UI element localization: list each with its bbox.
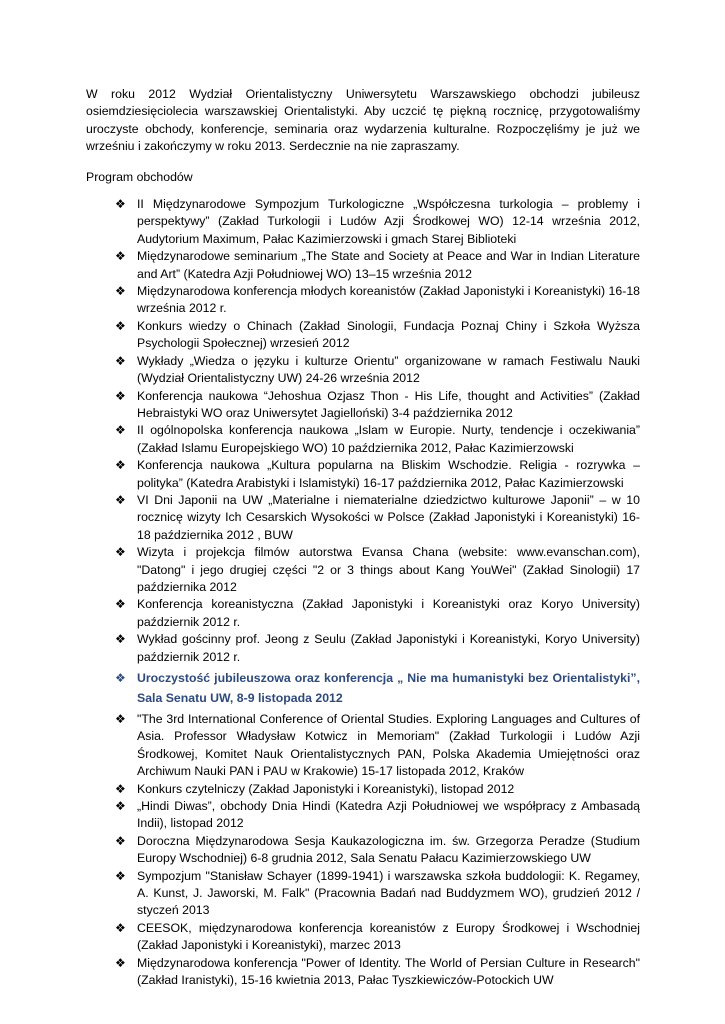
- program-item-text: CEESOK, międzynarodowa konferencja koreanistów z Europy Środkowej i Wschodniej (Zakład Japonistyki i Koreanistyki), marzec 2013: [137, 920, 640, 953]
- diamond-bullet-icon: ❖: [115, 388, 126, 403]
- diamond-bullet-icon: ❖: [115, 545, 126, 560]
- program-item: [86, 596, 640, 631]
- program-item-text: Konkurs wiedzy o Chinach (Zakład Sinologii, Fundacja Poznaj Chiny i Szkoła Wyższa Psychologii Społecznej) wrzesień 2012: [137, 318, 640, 351]
- diamond-bullet-icon: ❖: [115, 955, 126, 970]
- program-item-text: VI Dni Japonii na UW „Materialne i niematerialne dziedzictwo kulturowe Japonii” – w 10 rocznicę wizyty Ich Cesarskich Wysokości w Polsce (Zakład Japonistyki i Koreanistyki) 16-18 października 2012 , BUW: [137, 492, 640, 542]
- program-item: [86, 711, 640, 781]
- program-heading: Program obchodów: [86, 169, 193, 184]
- program-item: [86, 868, 640, 920]
- program-item: [86, 318, 640, 353]
- program-item-text: „Hindi Diwas”, obchody Dnia Hindi (Katedra Azji Południowej we współpracy z Ambasadą Indii), listopad 2012: [137, 799, 640, 831]
- program-item: [86, 955, 640, 990]
- diamond-bullet-icon: ❖: [115, 833, 126, 848]
- program-item: [86, 196, 640, 248]
- diamond-bullet-icon: ❖: [115, 197, 126, 212]
- program-item-text: II Międzynarodowe Sympozjum Turkologiczne „Współczesna turkologia – problemy i perspektywy” (Zakład Turkologii i Ludów Azji Środkowej WO) 12-14 września 2012, Audytorium Maximum, Pałac Kazimierzowski i gmach Starej Biblioteki: [137, 197, 640, 246]
- program-item-text: Wykłady „Wiedza o języku i kulturze Orientu” organizowane w ramach Festiwalu Nauki (Wydział Orientalistyczny UW) 24-26 września 2012: [137, 353, 640, 386]
- program-item-text: Konkurs czytelniczy (Zakład Japonistyki i Koreanistyki), listopad 2012: [137, 781, 515, 796]
- program-item: [86, 631, 640, 666]
- diamond-bullet-icon: ❖: [115, 423, 126, 438]
- diamond-bullet-icon: ❖: [115, 868, 126, 883]
- program-item: [86, 422, 640, 457]
- program-item-text: II ogólnopolska konferencja naukowa „Islam w Europie. Nurty, tendencje i oczekiwania” (Zakład Islamu Europejskiego WO) 10 października 2012, Pałac Kazimierzowski: [137, 423, 640, 455]
- program-item: [86, 248, 640, 283]
- program-item-text: Konferencja naukowa “Jehoshua Ozjasz Thon - His Life, thought and Activities” (Zakład Hebraistyki WO oraz Uniwersytet Jagielloński) 3-4 października 2012: [137, 388, 640, 420]
- program-item-text: Wizyta i projekcja filmów autorstwa Evansa Chana (website: www.evanschan.com), "Datong" i jego drugiej części "2 or 3 things about Kang YouWei" (Zakład Sinologii) 17 października 2012: [137, 545, 640, 594]
- diamond-bullet-icon: ❖: [115, 781, 126, 796]
- diamond-bullet-icon: ❖: [115, 671, 126, 685]
- diamond-bullet-icon: ❖: [115, 458, 126, 473]
- program-list: [86, 196, 640, 989]
- program-item-text: Sympozjum "Stanisław Schayer (1899-1941) i warszawska szkoła buddologii: K. Regamey, A. Kunst, J. Jaworski, M. Falk" (Pracownia Badań nad Buddyzmem WO), grudzień 2012 / styczeń 2013: [137, 868, 640, 918]
- diamond-bullet-icon: ❖: [115, 353, 126, 368]
- program-item: [86, 388, 640, 423]
- program-item: [86, 920, 640, 955]
- document-page: [86, 86, 640, 990]
- diamond-bullet-icon: ❖: [115, 249, 126, 264]
- diamond-bullet-icon: ❖: [115, 920, 126, 935]
- program-item-text: Konferencja koreanistyczna (Zakład Japonistyki i Koreanistyki oraz Koryo University) październik 2012 r.: [137, 597, 640, 629]
- diamond-bullet-icon: ❖: [115, 799, 126, 814]
- diamond-bullet-icon: ❖: [115, 492, 126, 507]
- program-item-text: Konferencja naukowa „Kultura popularna na Bliskim Wschodzie. Religia - rozrywka – polityka” (Katedra Arabistyki i Islamistyki) 16-17 października 2012, Pałac Kazimierzowski: [137, 458, 640, 490]
- intro-paragraph: W roku 2012 Wydział Orientalistyczny Uniwersytetu Warszawskiego obchodzi jubileusz osiemdziesięciolecia warszawskiej Orientalistyki. Aby uczcić tę piękną rocznicę, przygotowaliśmy uroczyste obchody, konferencje, seminaria oraz wydarzenia kulturalne. Rozpoczęliśmy je już we wrześniu i zakończymy w roku 2013. Serdecznie na nie zapraszamy.: [86, 87, 640, 154]
- diamond-bullet-icon: ❖: [115, 318, 126, 333]
- program-item: [86, 283, 640, 318]
- diamond-bullet-icon: ❖: [115, 712, 126, 726]
- program-item: [86, 544, 640, 596]
- program-item: [86, 353, 640, 388]
- program-item-text: Międzynarodowe seminarium „The State and Society at Peace and War in Indian Literature and Art” (Katedra Azji Południowej WO) 13–15 września 2012: [137, 249, 640, 281]
- program-item: [86, 457, 640, 492]
- program-item-highlight: [86, 668, 640, 708]
- program-item: [86, 833, 640, 868]
- diamond-bullet-icon: ❖: [115, 284, 126, 299]
- diamond-bullet-icon: ❖: [115, 597, 126, 612]
- program-item-text: Międzynarodowa konferencja młodych koreanistów (Zakład Japonistyki i Koreanistyki) 16-18 września 2012 r.: [137, 284, 640, 316]
- program-item: [86, 781, 640, 798]
- program-item-text: Wykład gościnny prof. Jeong z Seulu (Zakład Japonistyki i Koreanistyki, Koryo University) październik 2012 r.: [137, 632, 640, 664]
- diamond-bullet-icon: ❖: [115, 632, 126, 647]
- program-item-text: Międzynarodowa konferencja "Power of Identity. The World of Persian Culture in Research" (Zakład Iranistyki), 15-16 kwietnia 2013, Pałac Tyszkiewiczów-Potockich UW: [137, 955, 640, 988]
- program-item-text: Doroczna Międzynarodowa Sesja Kaukazologiczna im. św. Grzegorza Peradze (Studium Europy Wschodniej) 6-8 grudnia 2012, Sala Senatu Pałacu Kazimierzowskiego UW: [137, 833, 640, 866]
- program-item: [86, 798, 640, 833]
- program-item-text: "The 3rd International Conference of Oriental Studies. Exploring Languages and Cultures of Asia. Professor Władysław Kotwicz in Memoriam" (Zakład Turkologii i Ludów Azji Środkowej, Komitet Nauk Orientalistycznych PAN, Polska Akademia Umiejętności oraz Archiwum Nauki PAN i PAU w Krakowie) 15-17 listopada 2012, Kraków: [137, 712, 640, 779]
- program-item: [86, 492, 640, 544]
- program-item-text: Uroczystość jubileuszowa oraz konferencja „ Nie ma humanistyki bez Orientalistyki”, Sala Senatu UW, 8-9 listopada 2012: [137, 671, 640, 705]
